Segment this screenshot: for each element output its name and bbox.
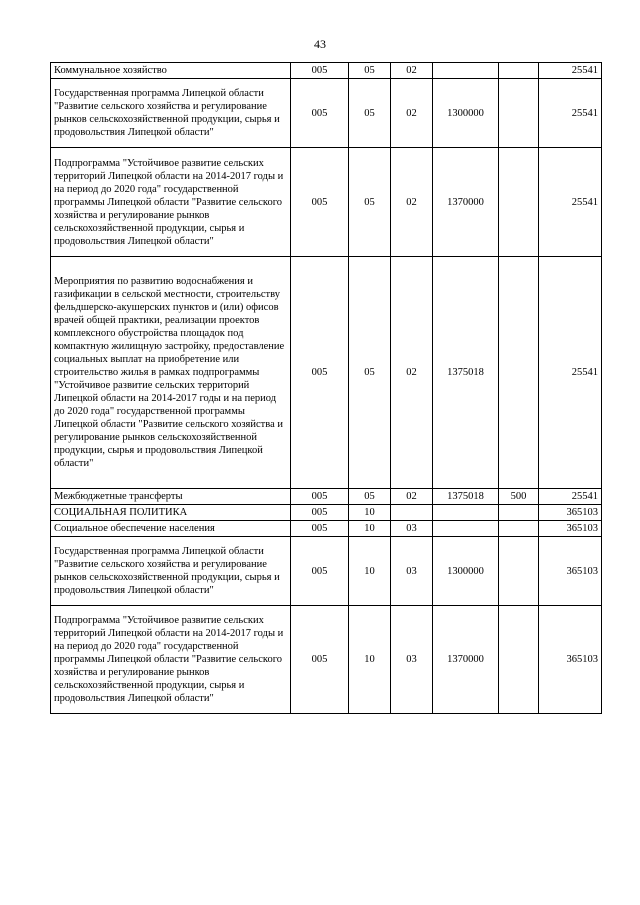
table-row (51, 257, 602, 489)
row-name-cell: Подпрограмма "Устойчивое развитие сельских территорий Липецкой области на 2014-2017 годы и на период до 2020 года" государственной программы Липецкой области "Развитие сельского хозяйства и регулирование рынков сельскохозяйственной продукции, сырья и продовольствия Липецкой области" (51, 148, 291, 257)
target-code-cell (433, 63, 499, 79)
sum-cell: 25541 (539, 148, 602, 257)
subsection-code-cell: 02 (391, 489, 433, 505)
page-number: 43 (314, 37, 326, 51)
ministry-code-cell: 005 (291, 489, 349, 505)
target-code-cell (433, 521, 499, 537)
section-code-cell: 05 (349, 63, 391, 79)
expense-type-cell (499, 606, 539, 714)
table-row (51, 537, 602, 606)
subsection-code-cell: 03 (391, 521, 433, 537)
expense-type-cell: 500 (499, 489, 539, 505)
target-code-cell: 1370000 (433, 606, 499, 714)
row-name-cell: Подпрограмма "Устойчивое развитие сельских территорий Липецкой области на 2014-2017 годы и на период до 2020 года" государственной программы Липецкой области "Развитие сельского хозяйства и регулирование рынков сельскохозяйственной продукции, сырья и продовольствия Липецкой области" (51, 606, 291, 714)
ministry-code-cell: 005 (291, 63, 349, 79)
expense-type-cell (499, 257, 539, 489)
sum-cell: 365103 (539, 606, 602, 714)
sum-cell: 25541 (539, 79, 602, 148)
target-code-cell: 1370000 (433, 148, 499, 257)
target-code-cell (433, 505, 499, 521)
expense-type-cell (499, 79, 539, 148)
subsection-code-cell: 03 (391, 537, 433, 606)
row-name-cell: Социальное обеспечение населения (51, 521, 291, 537)
subsection-code-cell: 02 (391, 63, 433, 79)
table-row (51, 521, 602, 537)
ministry-code-cell: 005 (291, 505, 349, 521)
table-row (51, 63, 602, 79)
target-code-cell: 1375018 (433, 489, 499, 505)
table-row (51, 79, 602, 148)
sum-cell: 365103 (539, 537, 602, 606)
section-code-cell: 05 (349, 489, 391, 505)
section-code-cell: 10 (349, 606, 391, 714)
sum-cell: 365103 (539, 521, 602, 537)
expense-type-cell (499, 521, 539, 537)
section-code-cell: 05 (349, 148, 391, 257)
target-code-cell: 1375018 (433, 257, 499, 489)
expense-type-cell (499, 63, 539, 79)
sum-cell: 365103 (539, 505, 602, 521)
subsection-code-cell: 02 (391, 257, 433, 489)
row-name-cell: Государственная программа Липецкой области "Развитие сельского хозяйства и регулирование рынков сельскохозяйственной продукции, сырья и продовольствия Липецкой области" (51, 537, 291, 606)
sum-cell: 25541 (539, 257, 602, 489)
budget-table (50, 62, 602, 714)
target-code-cell: 1300000 (433, 79, 499, 148)
ministry-code-cell: 005 (291, 537, 349, 606)
ministry-code-cell: 005 (291, 148, 349, 257)
row-name-cell: Межбюджетные трансферты (51, 489, 291, 505)
ministry-code-cell: 005 (291, 79, 349, 148)
row-name-cell: Государственная программа Липецкой области "Развитие сельского хозяйства и регулирование рынков сельскохозяйственной продукции, сырья и продовольствия Липецкой области" (51, 79, 291, 148)
subsection-code-cell: 02 (391, 79, 433, 148)
section-code-cell: 10 (349, 521, 391, 537)
table-row (51, 148, 602, 257)
table-row (51, 505, 602, 521)
row-name-cell: Коммунальное хозяйство (51, 63, 291, 79)
target-code-cell: 1300000 (433, 537, 499, 606)
ministry-code-cell: 005 (291, 606, 349, 714)
expense-type-cell (499, 148, 539, 257)
subsection-code-cell (391, 505, 433, 521)
sum-cell: 25541 (539, 489, 602, 505)
ministry-code-cell: 005 (291, 257, 349, 489)
row-name-cell: Мероприятия по развитию водоснабжения и газификации в сельской местности, строительству фельдшерско-акушерских пунктов и (или) офисов врачей общей практики, реализации проектов комплексного обустройства площадок под компактную жилищную застройку, предоставление социальных выплат на приобретение или строительство жилья в рамках подпрограммы "Устойчивое развитие сельских территорий Липецкой области на 2014-2017 годы и на период до 2020 года" государственной программы Липецкой области "Развитие сельского хозяйства и регулирование рынков сельскохозяйственной продукции, сырья и продовольствия Липецкой области" (51, 257, 291, 489)
sum-cell: 25541 (539, 63, 602, 79)
section-code-cell: 10 (349, 505, 391, 521)
section-code-cell: 05 (349, 79, 391, 148)
section-code-cell: 10 (349, 537, 391, 606)
table-row (51, 489, 602, 505)
subsection-code-cell: 03 (391, 606, 433, 714)
ministry-code-cell: 005 (291, 521, 349, 537)
expense-type-cell (499, 505, 539, 521)
subsection-code-cell: 02 (391, 148, 433, 257)
section-code-cell: 05 (349, 257, 391, 489)
expense-type-cell (499, 537, 539, 606)
table-row (51, 606, 602, 714)
row-name-cell: СОЦИАЛЬНАЯ ПОЛИТИКА (51, 505, 291, 521)
